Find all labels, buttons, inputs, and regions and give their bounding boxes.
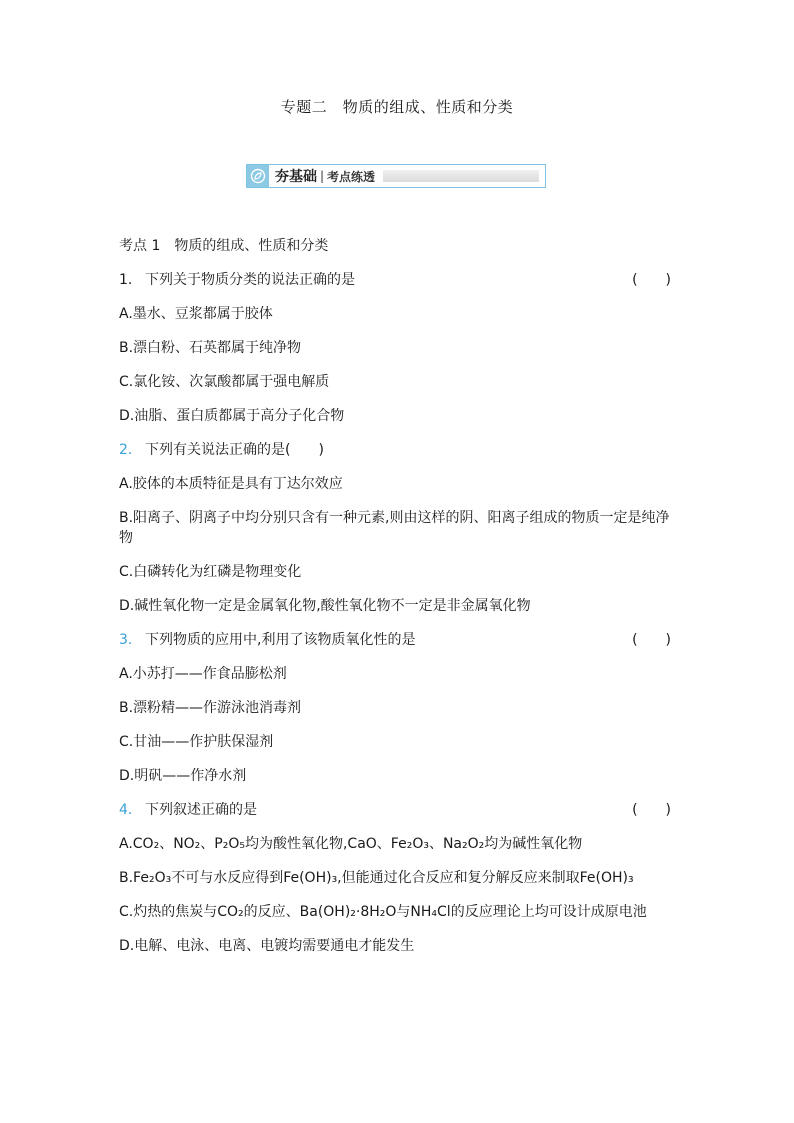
option: A.小苏打——作食品膨松剂 bbox=[119, 666, 287, 682]
option: B.Fe₂O₃不可与水反应得到Fe(OH)₃,但能通过化合反应和复分解反应来制取Fe(OH)₃ bbox=[119, 870, 634, 886]
answer-paren: ( ) bbox=[632, 632, 671, 648]
question-number: 4. bbox=[119, 802, 133, 818]
banner-bar bbox=[383, 170, 539, 182]
option: B.漂白粉、石英都属于纯净物 bbox=[119, 340, 302, 356]
answer-paren: ( ) bbox=[632, 272, 671, 288]
question-stem bbox=[119, 270, 679, 290]
option: B.漂粉精——作游泳池消毒剂 bbox=[119, 700, 302, 716]
option: D.碱性氧化物一定是金属氧化物,酸性氧化物不一定是非金属氧化物 bbox=[119, 598, 531, 614]
page-title: 专题二 物质的组成、性质和分类 bbox=[280, 98, 514, 116]
question-text: 下列物质的应用中,利用了该物质氧化性的是 bbox=[145, 632, 416, 648]
option: C.白磷转化为红磷是物理变化 bbox=[119, 564, 302, 580]
banner-sub-label: 考点练透 bbox=[327, 169, 376, 184]
option: A.胶体的本质特征是具有丁达尔效应 bbox=[119, 476, 343, 492]
section-banner bbox=[246, 164, 546, 188]
option: C.甘油——作护肤保湿剂 bbox=[119, 734, 274, 750]
question-number: 3. bbox=[119, 632, 133, 648]
option: A.CO₂、NO₂、P₂O₅均为酸性氧化物,CaO、Fe₂O₃、Na₂O₂均为碱性氧化物 bbox=[119, 836, 583, 852]
question-list bbox=[119, 236, 679, 970]
option: C.灼热的焦炭与CO₂的反应、Ba(OH)₂·8H₂O与NH₄Cl的反应理论上均可设计成原电池 bbox=[119, 904, 647, 920]
option: C.氯化铵、次氯酸都属于强电解质 bbox=[119, 374, 330, 390]
option: D.油脂、蛋白质都属于高分子化合物 bbox=[119, 408, 345, 424]
question-number: 2. bbox=[119, 442, 133, 458]
question-stem bbox=[119, 800, 679, 820]
leaf-icon bbox=[247, 165, 269, 187]
option: A.墨水、豆浆都属于胶体 bbox=[119, 306, 273, 322]
banner-separator: | bbox=[320, 169, 325, 183]
option: D.电解、电泳、电离、电镀均需要通电才能发生 bbox=[119, 938, 415, 954]
section-heading: 考点 1 物质的组成、性质和分类 bbox=[119, 238, 329, 254]
option: D.明矾——作净水剂 bbox=[119, 768, 247, 784]
banner-main-label: 夯基础 bbox=[275, 169, 317, 185]
option: B.阳离子、阴离子中均分别只含有一种元素,则由这样的阴、阳离子组成的物质一定是纯净物 bbox=[119, 510, 670, 546]
question-stem bbox=[119, 630, 679, 650]
question-stem bbox=[119, 440, 679, 460]
question-number: 1. bbox=[119, 272, 133, 288]
question-text: 下列有关说法正确的是( ) bbox=[145, 442, 324, 458]
question-text: 下列关于物质分类的说法正确的是 bbox=[145, 272, 355, 288]
answer-paren: ( ) bbox=[632, 802, 671, 818]
question-text: 下列叙述正确的是 bbox=[145, 802, 257, 818]
